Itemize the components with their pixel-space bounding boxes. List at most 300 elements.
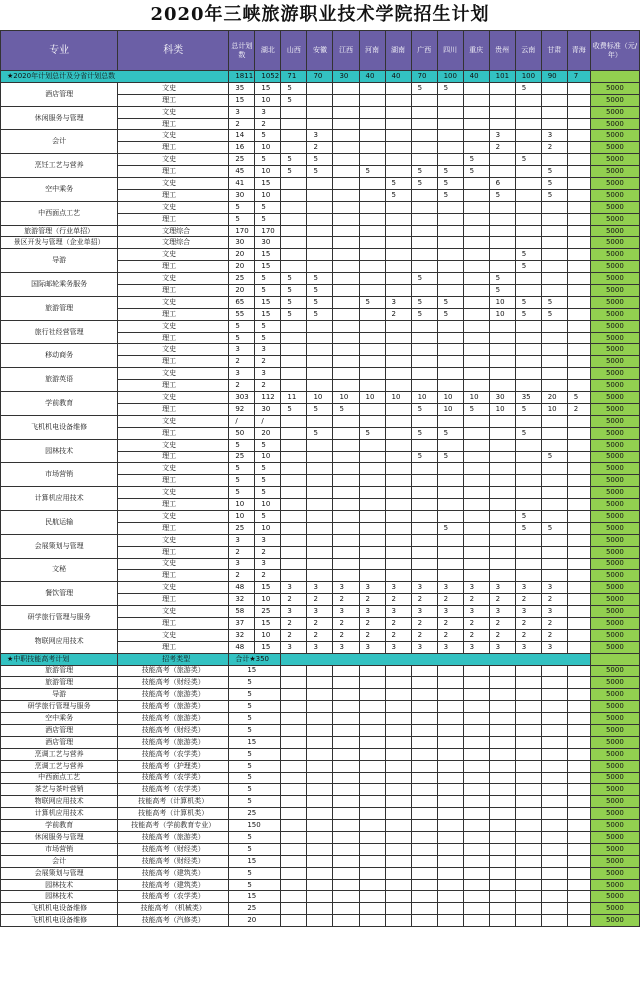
table-row (1, 249, 640, 261)
value-cell: 2 (385, 617, 411, 629)
category-cell: 理工 (118, 546, 229, 558)
value-cell (411, 320, 437, 332)
value-cell (489, 380, 515, 392)
blank-cell (489, 713, 515, 725)
value-cell (359, 380, 385, 392)
total-cell: 15 (229, 665, 281, 677)
blank-cell (333, 665, 359, 677)
total-cell: 15 (229, 891, 281, 903)
category-cell: 文史 (118, 415, 229, 427)
value-cell: 5 (411, 166, 437, 178)
value-cell (307, 213, 333, 225)
value-cell: 10 (437, 403, 463, 415)
value-cell (463, 94, 489, 106)
blank-cell (307, 772, 333, 784)
value-cell: 5 (229, 439, 255, 451)
blank-cell (489, 891, 515, 903)
value-cell (437, 368, 463, 380)
blank-cell (385, 724, 411, 736)
blank-cell (437, 701, 463, 713)
blank-cell (489, 665, 515, 677)
blank-cell (489, 772, 515, 784)
total-cell: 5 (229, 832, 281, 844)
value-cell (307, 189, 333, 201)
blank-cell (437, 879, 463, 891)
blank-cell (515, 903, 541, 915)
value-cell (281, 106, 307, 118)
category-cell: 理工 (118, 403, 229, 415)
value-cell (567, 201, 590, 213)
fee-cell: 5000 (590, 748, 639, 760)
value-cell (333, 499, 359, 511)
category-cell: 理工 (118, 166, 229, 178)
value-cell (489, 534, 515, 546)
blank-cell (333, 713, 359, 725)
summary-row (1, 71, 640, 83)
value-cell (463, 320, 489, 332)
value-cell: 3 (411, 582, 437, 594)
blank-cell (307, 784, 333, 796)
value-cell: 2 (229, 546, 255, 558)
blank-cell (515, 843, 541, 855)
fee-cell: 5000 (590, 249, 639, 261)
value-cell: 3 (489, 582, 515, 594)
value-cell: 10 (489, 403, 515, 415)
header-province: 江西 (333, 31, 359, 71)
blank-cell (489, 903, 515, 915)
value-cell (333, 546, 359, 558)
value-cell (385, 94, 411, 106)
value-cell: 3 (411, 641, 437, 653)
value-cell: 5 (229, 201, 255, 213)
value-cell (281, 570, 307, 582)
value-cell (359, 570, 385, 582)
value-cell (463, 189, 489, 201)
value-cell (281, 178, 307, 190)
major-cell: 文秘 (1, 558, 118, 582)
value-cell (463, 522, 489, 534)
value-cell (437, 546, 463, 558)
header-province: 湖南 (385, 31, 411, 71)
value-cell (359, 332, 385, 344)
blank-cell (541, 796, 567, 808)
value-cell (411, 130, 437, 142)
value-cell (489, 356, 515, 368)
value-cell: 5 (307, 403, 333, 415)
value-cell: 20 (229, 261, 255, 273)
value-cell (541, 285, 567, 297)
value-cell (567, 308, 590, 320)
value-cell: 5 (229, 487, 255, 499)
vocational-row (1, 867, 640, 879)
enrollment-plan-table (0, 30, 640, 927)
table-row (1, 415, 640, 427)
value-cell (489, 249, 515, 261)
value-cell: 5 (255, 487, 281, 499)
category-cell: 文史 (118, 439, 229, 451)
value-cell (281, 356, 307, 368)
table-row (1, 154, 640, 166)
value-cell (359, 237, 385, 249)
value-cell (359, 285, 385, 297)
value-cell: 5 (385, 178, 411, 190)
value-cell: 2 (255, 380, 281, 392)
blank-cell (567, 689, 590, 701)
value-cell (489, 320, 515, 332)
value-cell (333, 534, 359, 546)
value-cell: 5 (437, 308, 463, 320)
value-cell: 5 (255, 320, 281, 332)
value-cell: 2 (333, 594, 359, 606)
value-cell (385, 356, 411, 368)
blank-cell (463, 677, 489, 689)
value-cell (281, 546, 307, 558)
value-cell (515, 570, 541, 582)
blank-cell (385, 772, 411, 784)
exam-type-cell: 技能高考（建筑类） (118, 879, 229, 891)
header-province: 云南 (515, 31, 541, 71)
value-cell (281, 475, 307, 487)
value-cell: 2 (359, 594, 385, 606)
blank-cell (541, 689, 567, 701)
summary-value: 70 (411, 71, 437, 83)
total-cell: 5 (229, 879, 281, 891)
value-cell: 5 (229, 463, 255, 475)
major-cell: 旅行社经营管理 (1, 320, 118, 344)
blank-cell (515, 701, 541, 713)
value-cell (463, 368, 489, 380)
major-cell: 园林技术 (1, 439, 118, 463)
blank-cell (385, 820, 411, 832)
value-cell (567, 641, 590, 653)
value-cell: 3 (385, 582, 411, 594)
blank-cell (437, 677, 463, 689)
major-cell: 会计 (1, 130, 118, 154)
blank-cell (411, 855, 437, 867)
value-cell (411, 356, 437, 368)
value-cell (333, 261, 359, 273)
value-cell (489, 546, 515, 558)
blank-cell (567, 796, 590, 808)
value-cell (385, 344, 411, 356)
fee-cell: 5000 (590, 641, 639, 653)
vocational-row (1, 915, 640, 927)
blank-cell (307, 832, 333, 844)
blank-cell (359, 855, 385, 867)
value-cell (437, 118, 463, 130)
value-cell (567, 332, 590, 344)
value-cell (567, 82, 590, 94)
blank-cell (515, 891, 541, 903)
value-cell (385, 427, 411, 439)
blank-cell (359, 713, 385, 725)
value-cell: 3 (463, 606, 489, 618)
fee-cell: 5000 (590, 142, 639, 154)
value-cell: 5 (255, 201, 281, 213)
value-cell (437, 106, 463, 118)
total-cell: 5 (229, 748, 281, 760)
value-cell (463, 261, 489, 273)
blank-cell (515, 748, 541, 760)
value-cell (541, 415, 567, 427)
page-title: 2020年三峡旅游职业技术学院招生计划 (150, 4, 490, 25)
value-cell: 3 (307, 130, 333, 142)
blank-cell (567, 867, 590, 879)
table-row (1, 237, 640, 249)
category-cell: 文理综合 (118, 225, 229, 237)
value-cell (567, 487, 590, 499)
value-cell (515, 380, 541, 392)
blank-cell (541, 665, 567, 677)
value-cell: 5 (567, 392, 590, 404)
header-province: 重庆 (463, 31, 489, 71)
table-row (1, 344, 640, 356)
table-row (1, 225, 640, 237)
value-cell: 5 (489, 285, 515, 297)
blank-cell (385, 689, 411, 701)
blank-cell (307, 867, 333, 879)
blank-cell (385, 736, 411, 748)
blank-cell (437, 843, 463, 855)
value-cell: 15 (255, 296, 281, 308)
fee-cell: 5000 (590, 617, 639, 629)
blank-cell (281, 736, 307, 748)
blank-cell (567, 903, 590, 915)
blank-cell (333, 772, 359, 784)
fee-cell: 5000 (590, 736, 639, 748)
fee-cell: 5000 (590, 867, 639, 879)
value-cell (359, 558, 385, 570)
blank-cell (385, 832, 411, 844)
value-cell (541, 534, 567, 546)
value-cell: 3 (255, 368, 281, 380)
value-cell: 30 (489, 392, 515, 404)
value-cell (463, 296, 489, 308)
fee-cell: 5000 (590, 213, 639, 225)
blank-cell (411, 724, 437, 736)
value-cell (567, 499, 590, 511)
exam-type-cell: 技能高考（财经类） (118, 677, 229, 689)
value-cell: 3 (489, 641, 515, 653)
value-cell: 2 (307, 629, 333, 641)
value-cell (541, 118, 567, 130)
blank-cell (333, 724, 359, 736)
value-cell (333, 154, 359, 166)
major-cell: 飞机机电设备维修 (1, 915, 118, 927)
fee-cell: 5000 (590, 273, 639, 285)
blank-cell (281, 689, 307, 701)
value-cell (567, 94, 590, 106)
value-cell (307, 522, 333, 534)
value-cell (385, 510, 411, 522)
value-cell: 3 (333, 582, 359, 594)
fee-cell: 5000 (590, 94, 639, 106)
value-cell (385, 118, 411, 130)
value-cell: 5 (255, 273, 281, 285)
value-cell (307, 106, 333, 118)
value-cell (567, 356, 590, 368)
blank-cell (541, 724, 567, 736)
value-cell (489, 570, 515, 582)
fee-cell: 5000 (590, 820, 639, 832)
value-cell (463, 475, 489, 487)
value-cell: 35 (515, 392, 541, 404)
value-cell: 3 (515, 582, 541, 594)
fee-cell: 5000 (590, 380, 639, 392)
blank-cell (489, 867, 515, 879)
blank-cell (437, 736, 463, 748)
category-cell: 文史 (118, 629, 229, 641)
blank-cell (515, 832, 541, 844)
value-cell (333, 166, 359, 178)
blank-cell (489, 724, 515, 736)
blank-cell (437, 891, 463, 903)
value-cell: 2 (281, 629, 307, 641)
blank-cell (489, 843, 515, 855)
value-cell: 37 (229, 617, 255, 629)
value-cell: 3 (385, 641, 411, 653)
blank-cell (541, 820, 567, 832)
exam-type-cell: 技能高考（学前教育专业） (118, 820, 229, 832)
value-cell: 5 (255, 463, 281, 475)
blank-cell (333, 760, 359, 772)
value-cell (385, 463, 411, 475)
fee-cell: 5000 (590, 451, 639, 463)
blank-cell (567, 784, 590, 796)
value-cell (333, 189, 359, 201)
value-cell (307, 534, 333, 546)
blank-cell (515, 855, 541, 867)
blank-cell (515, 796, 541, 808)
value-cell (515, 344, 541, 356)
fee-cell: 5000 (590, 368, 639, 380)
value-cell: 3 (307, 641, 333, 653)
value-cell (333, 201, 359, 213)
value-cell (567, 510, 590, 522)
total-cell: 5 (229, 724, 281, 736)
blank-cell (567, 808, 590, 820)
value-cell (307, 558, 333, 570)
fee-cell: 5000 (590, 534, 639, 546)
blank-cell (411, 713, 437, 725)
blank-cell (541, 677, 567, 689)
value-cell (307, 332, 333, 344)
blank-cell (463, 724, 489, 736)
value-cell: 2 (229, 380, 255, 392)
value-cell (385, 237, 411, 249)
category-cell: 文史 (118, 178, 229, 190)
value-cell: 3 (281, 582, 307, 594)
value-cell (333, 451, 359, 463)
fee-cell: 5000 (590, 558, 639, 570)
blank-cell (411, 843, 437, 855)
blank-cell (411, 915, 437, 927)
category-cell: 理工 (118, 641, 229, 653)
blank-cell (333, 879, 359, 891)
value-cell: 20 (229, 249, 255, 261)
blank-cell (333, 891, 359, 903)
value-cell (567, 166, 590, 178)
blank-cell (281, 832, 307, 844)
value-cell: 3 (541, 606, 567, 618)
value-cell (567, 558, 590, 570)
value-cell: 10 (541, 403, 567, 415)
vocational-row (1, 701, 640, 713)
blank-cell (411, 772, 437, 784)
category-cell: 理工 (118, 332, 229, 344)
category-cell: 文理综合 (118, 237, 229, 249)
value-cell: 2 (333, 617, 359, 629)
value-cell (385, 320, 411, 332)
value-cell: 5 (437, 522, 463, 534)
blank-cell (307, 891, 333, 903)
value-cell (463, 510, 489, 522)
category-cell: 理工 (118, 261, 229, 273)
blank-cell (359, 724, 385, 736)
value-cell (333, 130, 359, 142)
value-cell: 5 (541, 296, 567, 308)
value-cell: 303 (229, 392, 255, 404)
blank-cell (333, 855, 359, 867)
value-cell (307, 320, 333, 332)
value-cell (567, 154, 590, 166)
category-cell: 理工 (118, 594, 229, 606)
blank-cell (515, 736, 541, 748)
exam-type-cell: 技能高考（财经类） (118, 843, 229, 855)
value-cell: 5 (411, 296, 437, 308)
table-row (1, 178, 640, 190)
value-cell (281, 510, 307, 522)
value-cell (567, 213, 590, 225)
value-cell: 25 (255, 606, 281, 618)
value-cell (411, 487, 437, 499)
value-cell (437, 332, 463, 344)
value-cell (567, 439, 590, 451)
value-cell: 5 (541, 189, 567, 201)
value-cell: 2 (437, 594, 463, 606)
blank-cell (567, 915, 590, 927)
exam-type-cell: 技能高考（旅游类） (118, 832, 229, 844)
blank-cell (541, 736, 567, 748)
value-cell (411, 546, 437, 558)
blank-cell (463, 891, 489, 903)
value-cell (567, 237, 590, 249)
value-cell (489, 201, 515, 213)
category-cell: 文史 (118, 106, 229, 118)
category-cell: 文史 (118, 463, 229, 475)
value-cell: 5 (281, 308, 307, 320)
fee-cell: 5000 (590, 796, 639, 808)
category-cell: 理工 (118, 189, 229, 201)
blank-cell (437, 796, 463, 808)
value-cell: 2 (255, 546, 281, 558)
value-cell (385, 261, 411, 273)
fee-cell: 5000 (590, 178, 639, 190)
table-row (1, 392, 640, 404)
value-cell: 5 (307, 166, 333, 178)
blank-cell (281, 724, 307, 736)
value-cell (541, 237, 567, 249)
value-cell (359, 130, 385, 142)
fee-cell: 5000 (590, 296, 639, 308)
value-cell (411, 142, 437, 154)
value-cell (281, 237, 307, 249)
value-cell (567, 475, 590, 487)
fee-cell: 5000 (590, 891, 639, 903)
value-cell: 2 (255, 356, 281, 368)
fee-cell: 5000 (590, 689, 639, 701)
value-cell (437, 273, 463, 285)
